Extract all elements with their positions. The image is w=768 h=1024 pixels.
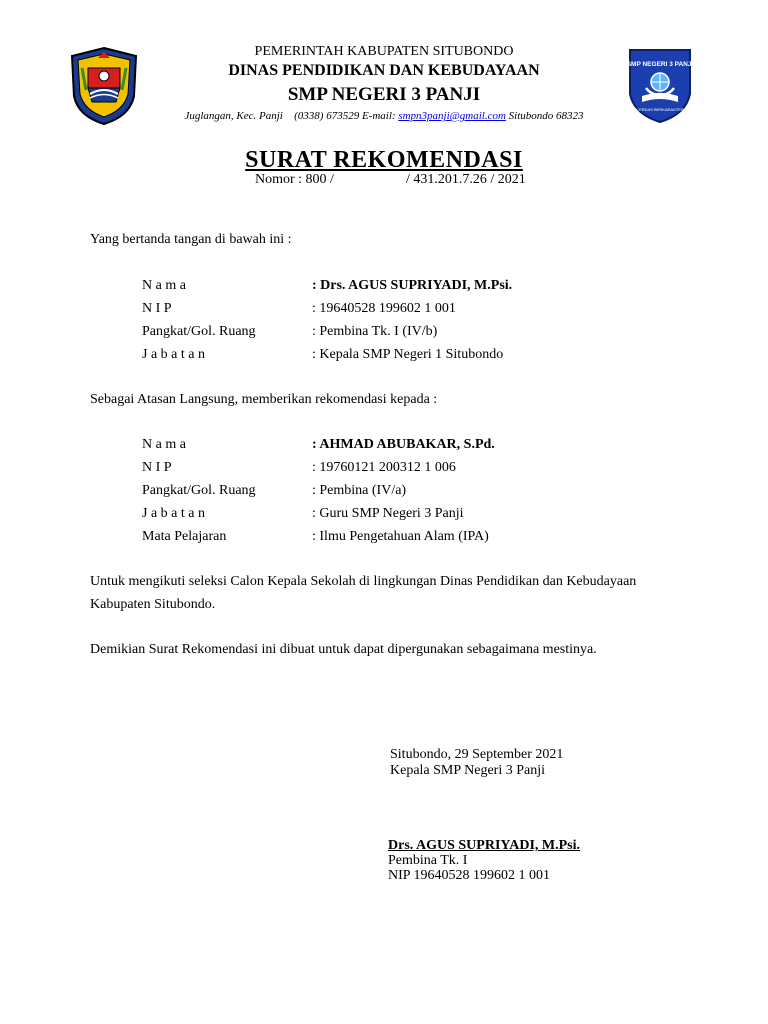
recipient-position-label: J a b a t a n bbox=[142, 506, 205, 521]
recipient-rank-value: : Pembina (IV/a) bbox=[312, 483, 407, 498]
header-address bbox=[0, 110, 768, 122]
emblem-title: SMP NEGERI 3 PANJI bbox=[626, 61, 694, 68]
recipient-subject-value: : Ilmu Pengetahuan Alam (IPA) bbox=[312, 529, 489, 544]
closing-text: Demikian Surat Rekomendasi ini dibuat untuk dapat dipergunakan sebagaimana mestinya. bbox=[90, 642, 597, 657]
header-school-name: SMP NEGERI 3 PANJI bbox=[287, 84, 481, 105]
recipient-name-value: : AHMAD ABUBAKAR, S.Pd. bbox=[312, 437, 495, 452]
signature-nip: NIP 19640528 199602 1 001 bbox=[388, 868, 551, 883]
signature-name: Drs. AGUS SUPRIYADI, M.Psi. bbox=[388, 838, 581, 853]
letter-number bbox=[255, 172, 526, 188]
signer-nip-value: : 19640528 199602 1 001 bbox=[312, 301, 456, 316]
emblem-motto: CERDAS BERKARAKTER bbox=[636, 107, 684, 112]
purpose-line-1: Untuk mengikuti seleksi Calon Kepala Sekolah di lingkungan Dinas Pendidikan dan Kebudayaan bbox=[90, 574, 637, 589]
letter-title: SURAT REKOMENDASI bbox=[245, 147, 523, 173]
signature-place-date: Situbondo, 29 September 2021 bbox=[390, 747, 564, 762]
signature-rank: Pembina Tk. I bbox=[388, 853, 468, 868]
recipient-position-value: : Guru SMP Negeri 3 Panji bbox=[312, 506, 464, 521]
header-department: DINAS PENDIDIKAN DAN KEBUDAYAAN bbox=[228, 62, 540, 79]
intro-text: Yang bertanda tangan di bawah ini : bbox=[90, 232, 292, 247]
recipient-name-label: N a m a bbox=[142, 437, 186, 452]
address-suffix: Situbondo 68323 bbox=[505, 110, 584, 122]
letter-number-suffix: / 431.201.7.26 / 2021 bbox=[405, 172, 526, 187]
recipient-subject-label: Mata Pelajaran bbox=[142, 529, 227, 544]
letter-number-prefix: Nomor : 800 / bbox=[255, 172, 334, 187]
purpose-line-2: Kabupaten Situbondo. bbox=[90, 597, 216, 612]
email-link[interactable]: smpn3panji@gmail.com bbox=[398, 110, 506, 122]
signer-rank-label: Pangkat/Gol. Ruang bbox=[142, 324, 256, 339]
recipient-nip-label: N I P bbox=[142, 460, 172, 475]
signer-rank-value: : Pembina Tk. I (IV/b) bbox=[312, 324, 438, 339]
signature-position: Kepala SMP Negeri 3 Panji bbox=[390, 763, 546, 778]
header-government: PEMERINTAH KABUPATEN SITUBONDO bbox=[254, 44, 514, 59]
signer-name-label: N a m a bbox=[142, 278, 186, 293]
signer-position-label: J a b a t a n bbox=[142, 347, 205, 362]
recipient-nip-value: : 19760121 200312 1 006 bbox=[312, 460, 456, 475]
address-prefix: Juglangan, Kec. Panji  (0338) 673529 E-mail: bbox=[184, 110, 399, 122]
recommendation-intro: Sebagai Atasan Langsung, memberikan rekomendasi kepada : bbox=[90, 392, 438, 407]
recipient-rank-label: Pangkat/Gol. Ruang bbox=[142, 483, 256, 498]
signer-name-value: : Drs. AGUS SUPRIYADI, M.Psi. bbox=[312, 278, 513, 293]
signer-nip-label: N I P bbox=[142, 301, 172, 316]
signer-position-value: : Kepala SMP Negeri 1 Situbondo bbox=[312, 347, 504, 362]
